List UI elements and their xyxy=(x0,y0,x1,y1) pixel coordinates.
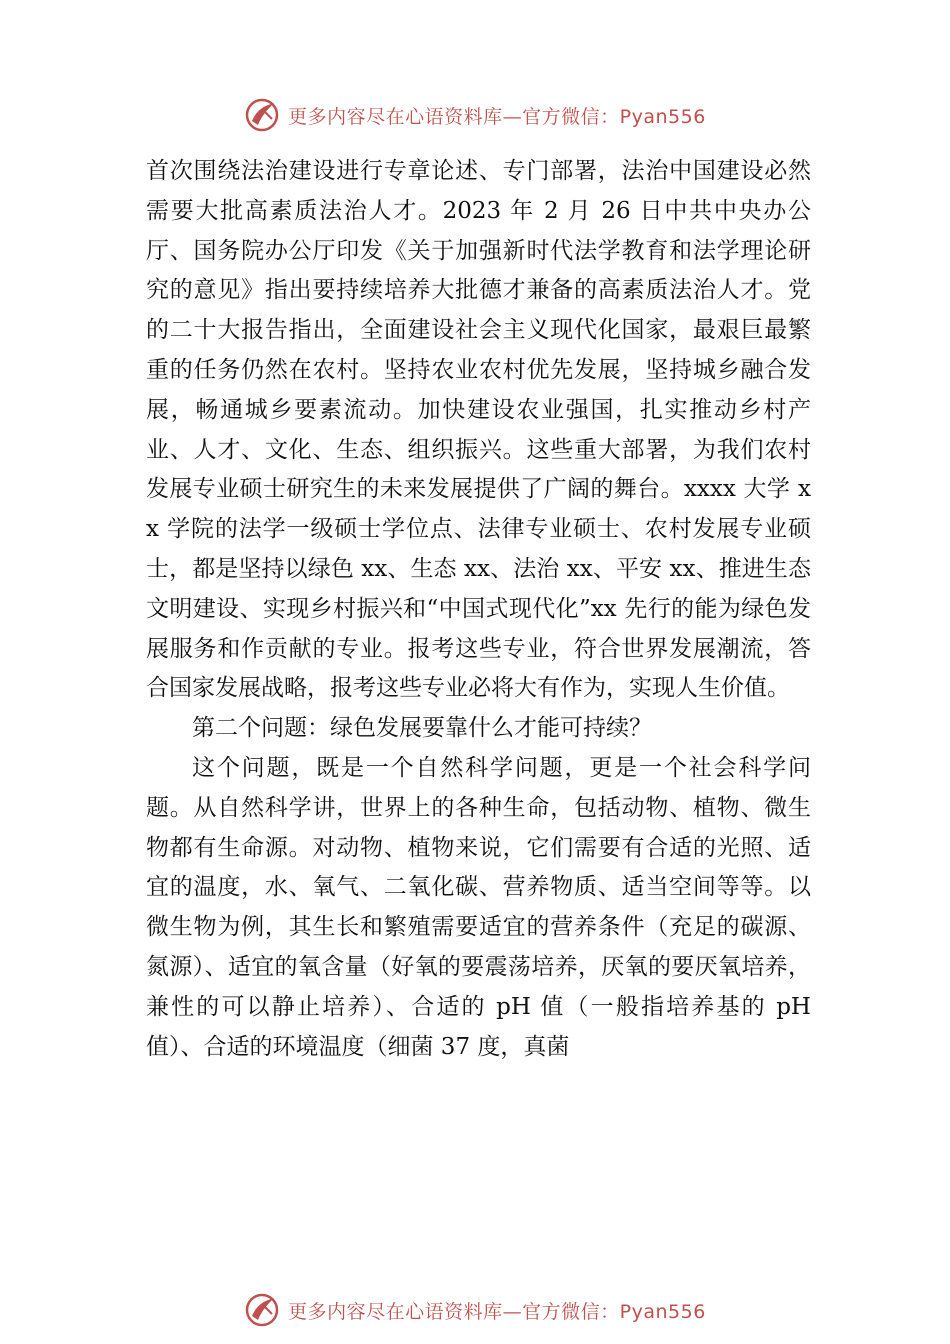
paragraph-1: 首次围绕法治建设进行专章论述、专门部署，法治中国建设必然需要大批高素质法治人才。2023 年 2 月 26 日中共中央办公厅、国务院办公厅印发《关于加强新时代法学教育和法学理论研究的意见》指出要持续培养大批德才兼备的高素质法治人才。党的二十大报告指出，全面建设社会主义现代化国家，最艰巨最繁重的任务仍然在农村。坚持农业农村优先发展，坚持城乡融合发展，畅通城乡要素流动。加快建设农业强国，扎实推动乡村产业、人才、文化、生态、组织振兴。这些重大部署，为我们农村发展专业硕士研究生的未来发展提供了广阔的舞台。xxxx 大学 xx 学院的法学一级硕士学位点、法律专业硕士、农村发展专业硕士，都是坚持以绿色 xx、生态 xx、法治 xx、平安 xx、推进生态文明建设、实现乡村振兴和“中国式现代化”xx 先行的能为绿色发展服务和作贡献的专业。报考这些专业，符合世界发展潮流，答合国家发展战略，报考这些专业必将大有作为，实现人生价值。 xyxy=(146,158,811,702)
header-banner xyxy=(0,95,950,135)
brand-logo-icon xyxy=(244,1292,280,1328)
header-banner-id: Pyan556 xyxy=(619,105,706,128)
brand-logo-icon xyxy=(244,97,280,133)
paragraph-heading-2: 第二个问题：绿色发展要靠什么才能可持续？ xyxy=(192,715,652,742)
footer-banner-text xyxy=(288,1297,706,1324)
header-banner-text xyxy=(288,102,706,129)
footer-banner xyxy=(0,1290,950,1330)
document-body xyxy=(146,152,811,1067)
footer-banner-cn: 更多内容尽在心语资料库—官方微信： xyxy=(288,1300,620,1323)
footer-banner-id: Pyan556 xyxy=(619,1300,706,1323)
header-banner-cn: 更多内容尽在心语资料库—官方微信： xyxy=(288,105,620,128)
paragraph-3: 这个问题，既是一个自然科学问题，更是一个社会科学问题。从自然科学讲，世界上的各种生命，包括动物、植物、微生物都有生命源。对动物、植物来说，它们需要有合适的光照、适宜的温度，水、氧气、二氧化碳、营养物质、适当空间等等。以微生物为例，其生长和繁殖需要适宜的营养条件（充足的碳源、氮源）、适宜的氧含量（好氧的要震荡培养，厌氧的要厌氧培养，兼性的可以静止培养）、合适的 pH 值（一般指培养基的 pH 值）、合适的环境温度（细菌 37 度，真菌 xyxy=(146,754,811,1060)
